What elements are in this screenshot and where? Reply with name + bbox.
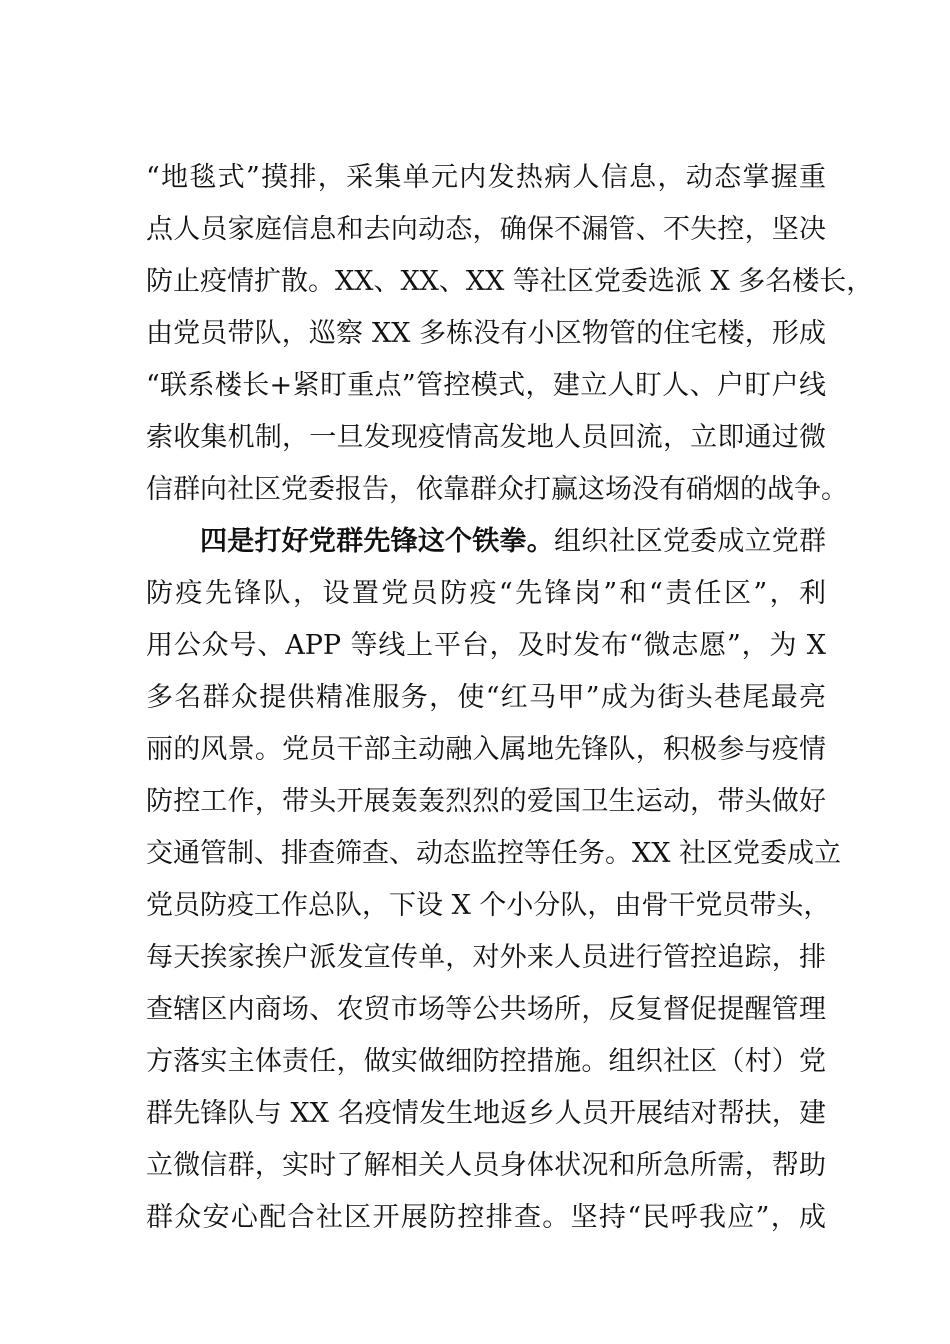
paragraph-1-line: “地毯式”摸排，采集单元内发热病人信息，动态掌握重 xyxy=(146,162,826,193)
paragraph-2-line: 丽的风景。党员干部主动融入属地先锋队，积极参与疫情 xyxy=(146,734,826,765)
paragraph-2-line: 方落实主体责任，做实做细防控措施。组织社区（村）党 xyxy=(146,1046,826,1077)
paragraph-1-line: “联系楼长+紧盯重点”管控模式，建立人盯人、户盯户线 xyxy=(146,370,826,401)
paragraph-2-first-line-text: 组织社区党委成立党群 xyxy=(553,526,827,557)
paragraph-1-line: 由党员带队，巡察 XX 多栋没有小区物管的住宅楼，形成 xyxy=(146,318,826,349)
paragraph-2-line: 防控工作，带头开展轰轰烈烈的爱国卫生运动，带头做好 xyxy=(146,786,826,817)
paragraph-2-line: 群众安心配合社区开展防控排查。坚持“民呼我应”，成 xyxy=(146,1202,826,1233)
paragraph-2-line: 立微信群，实时了解相关人员身体状况和所急所需，帮助 xyxy=(146,1150,826,1181)
paragraph-1-line: 索收集机制，一旦发现疫情高发地人员回流，立即通过微 xyxy=(146,422,826,453)
section-heading: 四是打好党群先锋这个铁拳。 xyxy=(200,526,554,557)
paragraph-2-line: 多名群众提供精准服务，使“红马甲”成为街头巷尾最亮 xyxy=(146,682,826,713)
paragraph-1-line: 防止疫情扩散。XX、XX、XX 等社区党委选派 X 多名楼长， xyxy=(146,266,874,297)
paragraph-2-line: 防疫先锋队，设置党员防疫“先锋岗”和“责任区”，利 xyxy=(146,578,826,609)
paragraph-2-first-line xyxy=(146,516,826,568)
paragraph-1-line: 信群向社区党委报告，依靠群众打赢这场没有硝烟的战争。 xyxy=(146,474,848,505)
paragraph-2-line: 查辖区内商场、农贸市场等公共场所，反复督促提醒管理 xyxy=(146,994,826,1025)
paragraph-1 xyxy=(146,152,874,516)
paragraph-2-line: 群先锋队与 XX 名疫情发生地返乡人员开展结对帮扶，建 xyxy=(146,1098,826,1129)
paragraph-2-line: 用公众号、APP 等线上平台，及时发布“微志愿”，为 X xyxy=(146,630,826,661)
paragraph-2-line: 党员防疫工作总队，下设 X 个小分队，由骨干党员带头， xyxy=(146,890,831,921)
document-body xyxy=(146,152,874,1244)
paragraph-2 xyxy=(146,516,842,1244)
paragraph-1-line: 点人员家庭信息和去向动态，确保不漏管、不失控，坚决 xyxy=(146,214,826,245)
paragraph-2-line: 每天挨家挨户派发宣传单，对外来人员进行管控追踪，排 xyxy=(146,942,826,973)
paragraph-2-line: 交通管制、排查筛查、动态监控等任务。XX 社区党委成立 xyxy=(146,838,842,869)
